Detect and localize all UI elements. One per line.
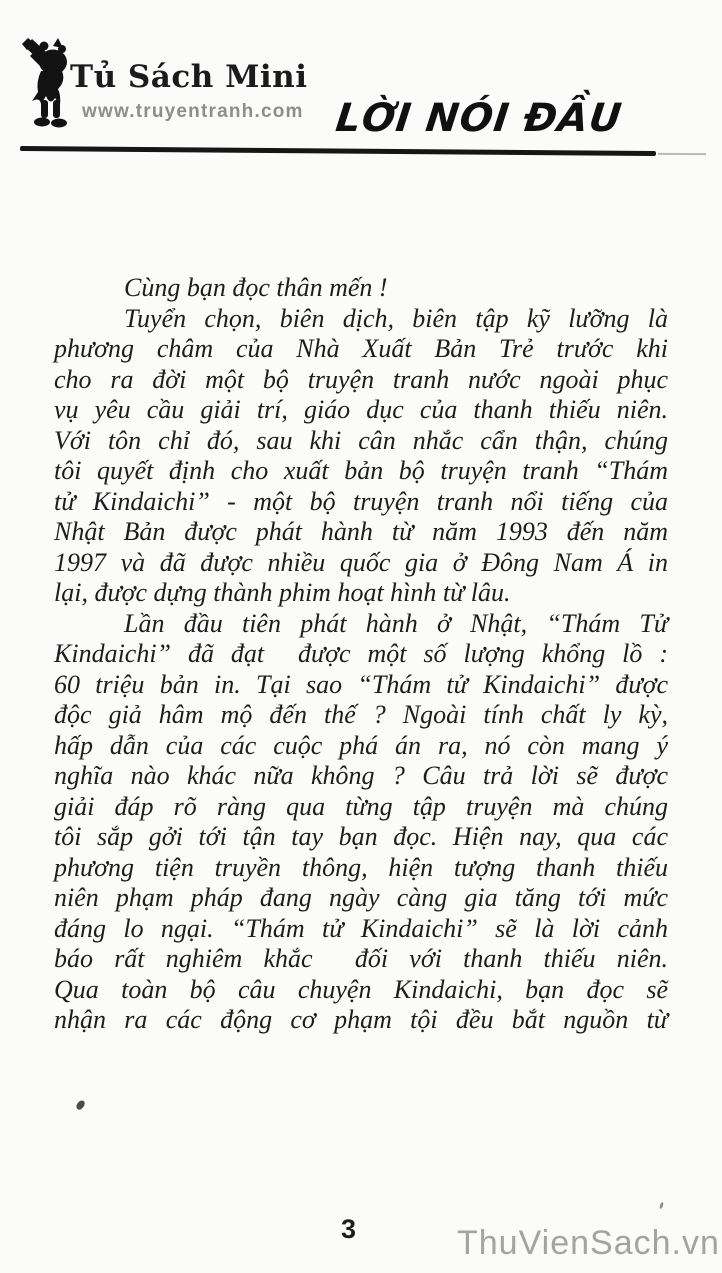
body-text-line: niên phạm pháp đang ngày càng gia tăng tới mức	[54, 883, 668, 912]
body-text-line: tử Kindaichi” - một bộ truyện tranh nổi tiếng của	[54, 486, 668, 516]
body-text-line: tôi sắp gởi tới tận tay bạn đọc. Hiện nay, qua các	[54, 822, 668, 851]
body-text-line: phương tiện truyền thông, hiện tượng thanh thiếu	[54, 852, 668, 882]
body-text-line: Kindaichi” đã đạt được một số lượng khổng lồ :	[54, 639, 668, 668]
body-text-line: nhận ra các động cơ phạm tội đều bắt nguồn từ	[54, 1005, 668, 1034]
body-text-line: độc giả hâm mộ đến thế ? Ngoài tính chất ly kỳ,	[54, 700, 668, 729]
body-text-line: 60 triệu bản in. Tại sao “Thám tử Kindaichi” được	[54, 669, 668, 699]
body-text-line: đáng lo ngại. “Thám tử Kindaichi” sẽ là lời cảnh	[54, 913, 668, 943]
ink-speck	[75, 1099, 86, 1111]
body-text	[54, 273, 668, 1036]
header-rule-tail	[658, 153, 706, 155]
body-text-line: báo rất nghiêm khắc đối với thanh thiếu niên.	[54, 944, 668, 973]
body-text-line: giải đáp rõ ràng qua từng tập truyện mà chúng	[54, 791, 668, 821]
body-text-line: Cùng bạn đọc thân mến !	[124, 273, 388, 302]
body-text-line: lại, được dựng thành phim hoạt hình từ lâu.	[54, 578, 511, 607]
brand-name: Tủ Sách Mini	[70, 59, 308, 95]
body-text-line: Tuyển chọn, biên dịch, biên tập kỹ lưỡng là	[124, 303, 668, 333]
watermark: ThuVienSach.vn	[457, 1224, 720, 1262]
header-rule	[20, 146, 656, 155]
body-text-line: cho ra đời một bộ truyện tranh nước ngoài phục	[54, 364, 668, 394]
body-text-line: vụ yêu cầu giải trí, giáo dục của thanh thiếu niên.	[54, 395, 668, 424]
page-number: 3	[341, 1214, 357, 1244]
body-text-line: 1997 và đã được nhiều quốc gia ở Đông Nam Á in	[54, 547, 668, 577]
body-text-line: tôi quyết định cho xuất bản bộ truyện tranh “Thám	[54, 456, 668, 485]
body-text-line: hấp dẫn của các cuộc phá án ra, nó còn mang ý	[54, 730, 668, 760]
body-text-line: phương châm của Nhà Xuất Bản Trẻ trước khi	[54, 334, 668, 363]
tiny-speck	[659, 1202, 664, 1210]
body-text-line: Qua toàn bộ câu chuyện Kindaichi, bạn đọc sẽ	[54, 974, 668, 1004]
body-text-line: Với tôn chỉ đó, sau khi cân nhắc cẩn thận, chúng	[54, 425, 668, 455]
page-title: LỜI NÓI ĐẦU	[333, 96, 625, 141]
body-text-line: Lần đầu tiên phát hành ở Nhật, “Thám Tử	[124, 608, 668, 638]
brand-url: www.truyentranh.com	[82, 101, 304, 122]
body-text-line: nghĩa nào khác nữa không ? Câu trả lời sẽ được	[54, 761, 668, 790]
body-text-line: Nhật Bản được phát hành từ năm 1993 đến năm	[54, 517, 668, 546]
